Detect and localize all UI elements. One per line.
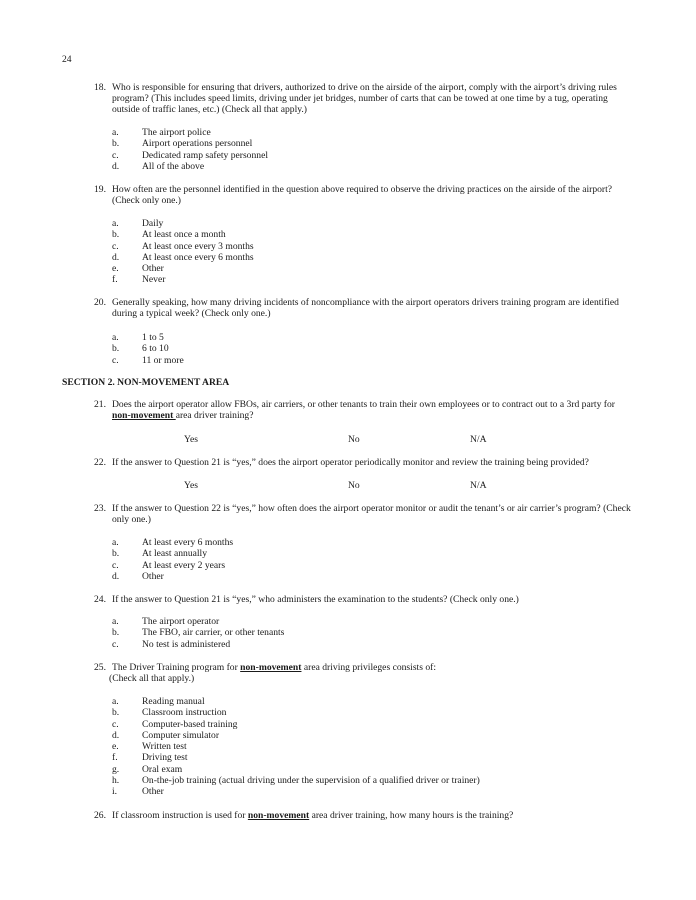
option-item[interactable]: b. 6 to 10: [112, 343, 169, 355]
option-item[interactable]: i. Other: [112, 786, 164, 798]
question-20-options: [112, 332, 632, 366]
answer-yes[interactable]: Yes: [184, 480, 198, 491]
option-item[interactable]: c. At least once every 3 months: [112, 240, 254, 252]
option-item[interactable]: e. Other: [112, 263, 164, 275]
section-heading: SECTION 2. NON-MOVEMENT AREA: [62, 377, 230, 388]
question-text: If the answer to Question 21 is “yes,” who administers the examination to the students? (Check only one.): [112, 594, 519, 605]
question-number: 21.: [94, 399, 106, 410]
option-item[interactable]: b. At least annually: [112, 548, 208, 560]
option-item[interactable]: h. On-the-job training (actual driving under the supervision of a qualified driver or trainer): [112, 775, 480, 787]
question-24: [94, 594, 634, 605]
option-item[interactable]: c. No test is administered: [112, 638, 231, 650]
question-24-options: [112, 616, 632, 650]
question-number: 18.: [94, 82, 106, 93]
question-text: If classroom instruction is used for non-movement area driver training, how many hours is the training?: [112, 810, 514, 821]
question-26: [94, 810, 634, 821]
question-21: [94, 399, 634, 421]
question-text: Does the airport operator allow FBOs, air carriers, or other tenants to train their own employees or to contract out to a 3rd party for non-movement area driver training?: [112, 399, 615, 422]
option-item[interactable]: f. Never: [112, 274, 166, 286]
question-number: 20.: [94, 297, 106, 308]
option-item[interactable]: e. Written test: [112, 741, 187, 753]
question-18-options: [112, 127, 632, 172]
emphasis-text: non-movement: [240, 662, 302, 673]
question-number: 19.: [94, 184, 106, 195]
question-18: [94, 82, 634, 116]
question-text: Generally speaking, how many driving incidents of noncompliance with the airport operators drivers training program are identified during a typical week? (Check only one.): [112, 297, 619, 320]
option-item[interactable]: a. At least every 6 months: [112, 537, 234, 548]
option-item[interactable]: b. The FBO, air carrier, or other tenants: [112, 627, 285, 639]
option-item[interactable]: a. Reading manual: [112, 696, 205, 707]
option-item[interactable]: c. At least every 2 years: [112, 559, 226, 571]
question-text: Who is responsible for ensuring that drivers, authorized to drive on the airside of the airport, comply with the airport’s driving rules program? (This includes speed limits, driving under jet bridges, number of carts that can be towed at one time by a tug, operating outside of traffic lanes, etc.) (Check all that apply.): [112, 82, 617, 116]
option-item[interactable]: d. Other: [112, 570, 164, 582]
question-21-answers: [0, 434, 696, 446]
question-25: [94, 662, 634, 684]
option-item[interactable]: c. Computer-based training: [112, 718, 238, 730]
option-item[interactable]: c. 11 or more: [112, 354, 184, 366]
answer-na[interactable]: N/A: [470, 480, 487, 491]
question-number: 24.: [94, 594, 106, 605]
question-instruction: (Check all that apply.): [109, 673, 195, 685]
option-item[interactable]: g. Oral exam: [112, 763, 183, 775]
question-19: [94, 184, 634, 206]
question-25-options: [112, 696, 632, 798]
question-19-options: [112, 218, 632, 286]
option-item[interactable]: b. At least once a month: [112, 229, 226, 241]
question-20: [94, 297, 634, 319]
answer-na[interactable]: N/A: [470, 434, 487, 445]
question-22-answers: [0, 480, 696, 492]
question-23: [94, 503, 634, 525]
option-item[interactable]: a. Daily: [112, 218, 164, 229]
answer-no[interactable]: No: [348, 480, 360, 491]
option-item[interactable]: d. At least once every 6 months: [112, 251, 254, 263]
question-number: 22.: [94, 457, 106, 468]
option-item[interactable]: a. 1 to 5: [112, 332, 164, 343]
option-item[interactable]: b. Classroom instruction: [112, 707, 227, 719]
question-text: If the answer to Question 21 is “yes,” does the airport operator periodically monitor and review the training being provided?: [112, 457, 589, 468]
question-number: 23.: [94, 503, 106, 514]
question-number: 26.: [94, 810, 106, 821]
question-23-options: [112, 537, 632, 582]
option-item[interactable]: d. Computer simulator: [112, 729, 220, 741]
emphasis-text: non-movement: [112, 410, 176, 422]
question-text: How often are the personnel identified in the question above required to observe the driving practices on the airside of the airport? (Check only one.): [112, 184, 613, 207]
option-item[interactable]: a. The airport police: [112, 127, 211, 138]
option-item[interactable]: f. Driving test: [112, 752, 188, 764]
answer-yes[interactable]: Yes: [184, 434, 198, 445]
option-item[interactable]: a. The airport operator: [112, 616, 220, 627]
question-text: The Driver Training program for non-movement area driving privileges consists of:: [112, 662, 437, 673]
question-text: If the answer to Question 22 is “yes,” how often does the airport operator monitor or audit the tenant’s or air carrier’s program? (Check only one.): [112, 503, 631, 526]
question-22: [94, 457, 654, 468]
option-item[interactable]: d. All of the above: [112, 160, 205, 172]
option-item[interactable]: b. Airport operations personnel: [112, 138, 253, 150]
option-item[interactable]: c. Dedicated ramp safety personnel: [112, 149, 268, 161]
page-number: 24: [62, 54, 72, 65]
emphasis-text: non-movement: [247, 810, 310, 821]
answer-no[interactable]: No: [348, 434, 360, 445]
question-number: 25.: [94, 662, 106, 673]
